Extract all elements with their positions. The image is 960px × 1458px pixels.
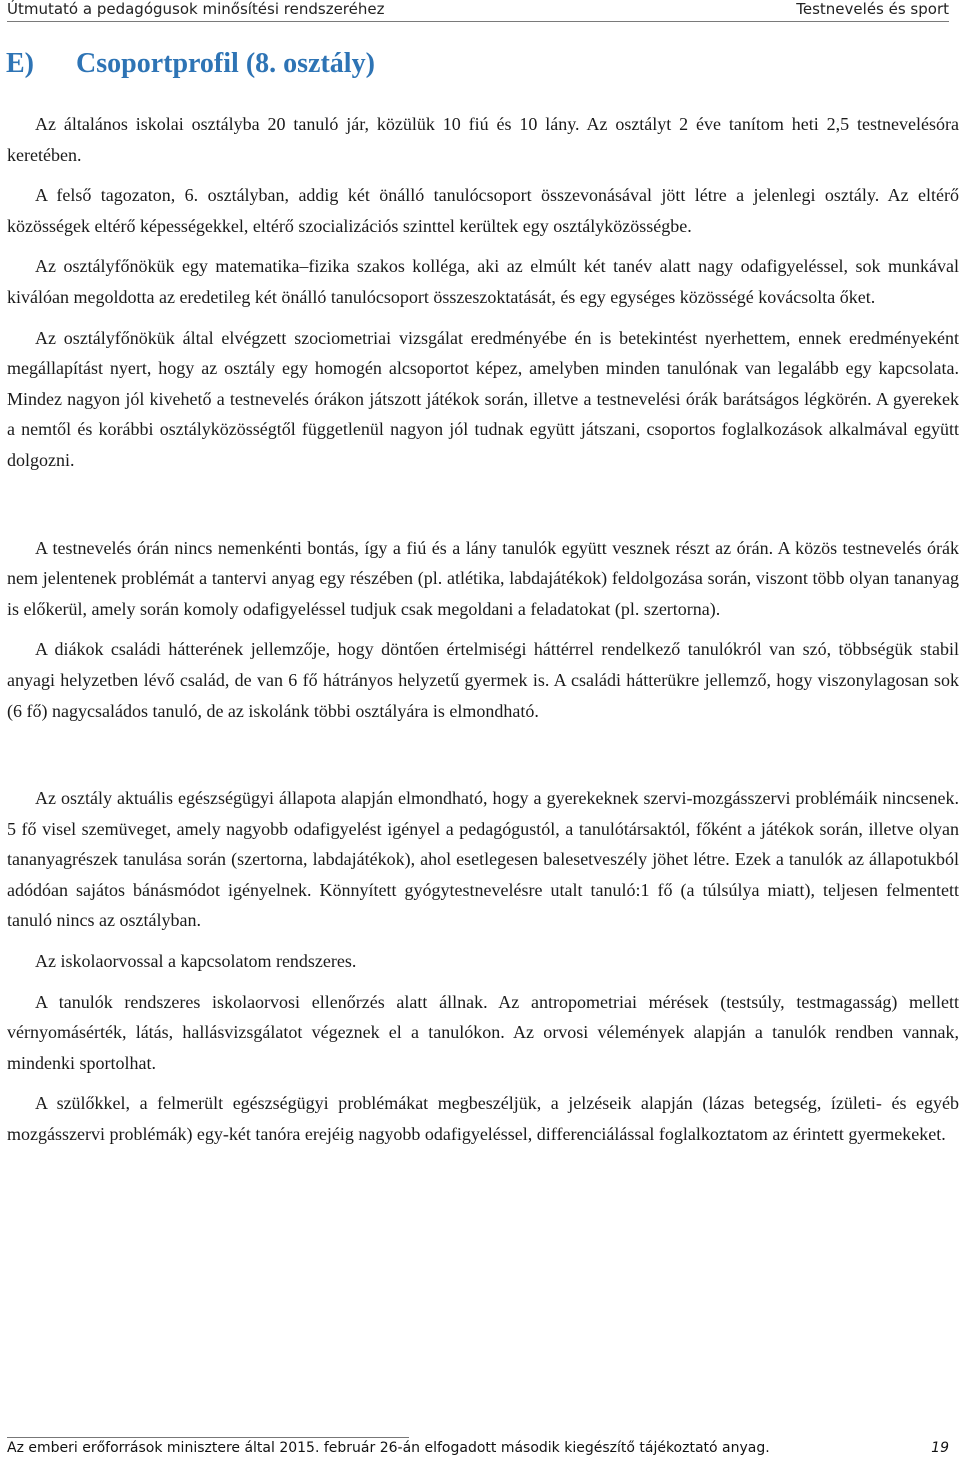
paragraph: Az osztályfőnökük egy matematika–fizika szakos kolléga, aki az elmúlt két tanév alatt nagy odafigyeléssel, sok munkával kiválóan megoldotta az eredetileg két önálló tanulócsoport összeszoktatását, és egy egységes közösségé kovácsolta őket. [7, 256, 959, 307]
paragraph: A szülőkkel, a felmerült egészségügyi problémákat megbeszéljük, a jelzéseik alapján (lázas betegség, ízületi- és egyéb mozgásszervi problémák) egy-két tanóra erejéig nagyobb odafigyeléssel, differenciálással foglalkoztatom az érintett gyermekeket. [7, 1093, 959, 1145]
page-header [7, 0, 949, 21]
paragraph: Az általános iskolai osztályba 20 tanuló jár, közülük 10 fiú és 10 lány. Az osztályt 2 éve tanítom heti 2,5 testnevelésóra keretében. [7, 114, 959, 165]
paragraph: Az iskolaorvossal a kapcsolatom rendszeres. [35, 951, 357, 972]
body-text [7, 109, 959, 1160]
paragraph: A tanulók rendszeres iskolaorvosi ellenőrzés alatt állnak. Az antropometriai mérések (testsúly, testmagasság) mellett vérnyomásérték, látás, hallásvizsgálatot végeznek el a tanulókon. Az orvosi vélemények alapján a tanulók rendben vannak, mindenki sportolhat. [7, 991, 959, 1073]
header-document-title: Útmutató a pedagógusok minősítési rendszeréhez [7, 0, 385, 18]
paragraph: A testnevelés órán nincs nemenkénti bontás, így a fiú és a lány tanulók együtt vesznek részt az órán. A közös testnevelés órák nem jelentenek problémát a tantervi anyag egy részében (pl. atlétika, labdajátékok) feldolgozása során, viszont több olyan tananyag is előkerül, amely során komoly odafigyeléssel tudjuk csak megoldani a feladatokat (pl. szertorna). [7, 537, 959, 619]
paragraph: A diákok családi hátterének jellemzője, hogy döntően értelmiségi háttérrel rendelkező tanulókról van szó, többségük stabil anyagi helyzetben lévő család, de van 6 fő hátrányos helyzetű gyermek is. A családi hátterükre jellemző, hogy viszonylagosan sok (6 fő) nagycsaládos tanuló, de az iskolánk többi osztályára is elmondható. [7, 639, 959, 721]
paragraph: A felső tagozaton, 6. osztályban, addig két önálló tanulócsoport összevonásával jött létre a jelenlegi osztály. Az eltérő közösségek eltérő képességekkel, eltérő szocializációs szinttel kerültek egy osztályközösségbe. [7, 185, 959, 236]
footer-note: Az emberi erőforrások minisztere által 2015. február 26-án elfogadott második kiegészítő tájékoztató anyag. [7, 1440, 770, 1456]
header-divider [7, 21, 949, 22]
paragraph: Az osztály aktuális egészségügyi állapota alapján elmondható, hogy a gyerekeknek szervi-mozgásszervi problémáik nincsenek. 5 fő visel szemüveget, amely nagyobb odafigyelést igényel a pedagógustól, a tanulótársaktól, főként a játékok során, illetve olyan tananyagrészek tanulása során (szertorna, labdajátékok), ahol esetlegesen balesetveszély jöhet létre. Ezek a tanulók az állapotukból adódóan sajátos bánásmódot igényelnek. Könnyített gyógytestnevelésre utalt tanuló:1 fő (a túlsúlya miatt), teljesen felmentett tanuló nincs az osztályban. [7, 788, 959, 931]
section-title [6, 44, 375, 84]
section-letter: E) [6, 48, 34, 79]
page-footer [7, 1438, 949, 1458]
section-title-text: Csoportprofil (8. osztály) [76, 48, 375, 79]
page-number: 19 [931, 1440, 949, 1456]
paragraph: Az osztályfőnökük által elvégzett szociometriai vizsgálat eredményébe én is betekintést nyerhettem, ennek eredményeként megállapítást nyert, hogy az osztály egy homogén alcsoportot képez, amelyben minden tanulónak van legalább egy kapcsolata. Mindez nagyon jól kivehető a testnevelés órákon játszott játékok során, illetve a testnevelési órák barátságos légkörén. A gyerekek a nemtől és korábbi osztályközösségtől függetlenül nagyon jól tudnak együtt játszani, csoportos foglalkozások alkalmával együtt dolgozni. [7, 327, 959, 470]
header-subject: Testnevelés és sport [796, 0, 949, 18]
